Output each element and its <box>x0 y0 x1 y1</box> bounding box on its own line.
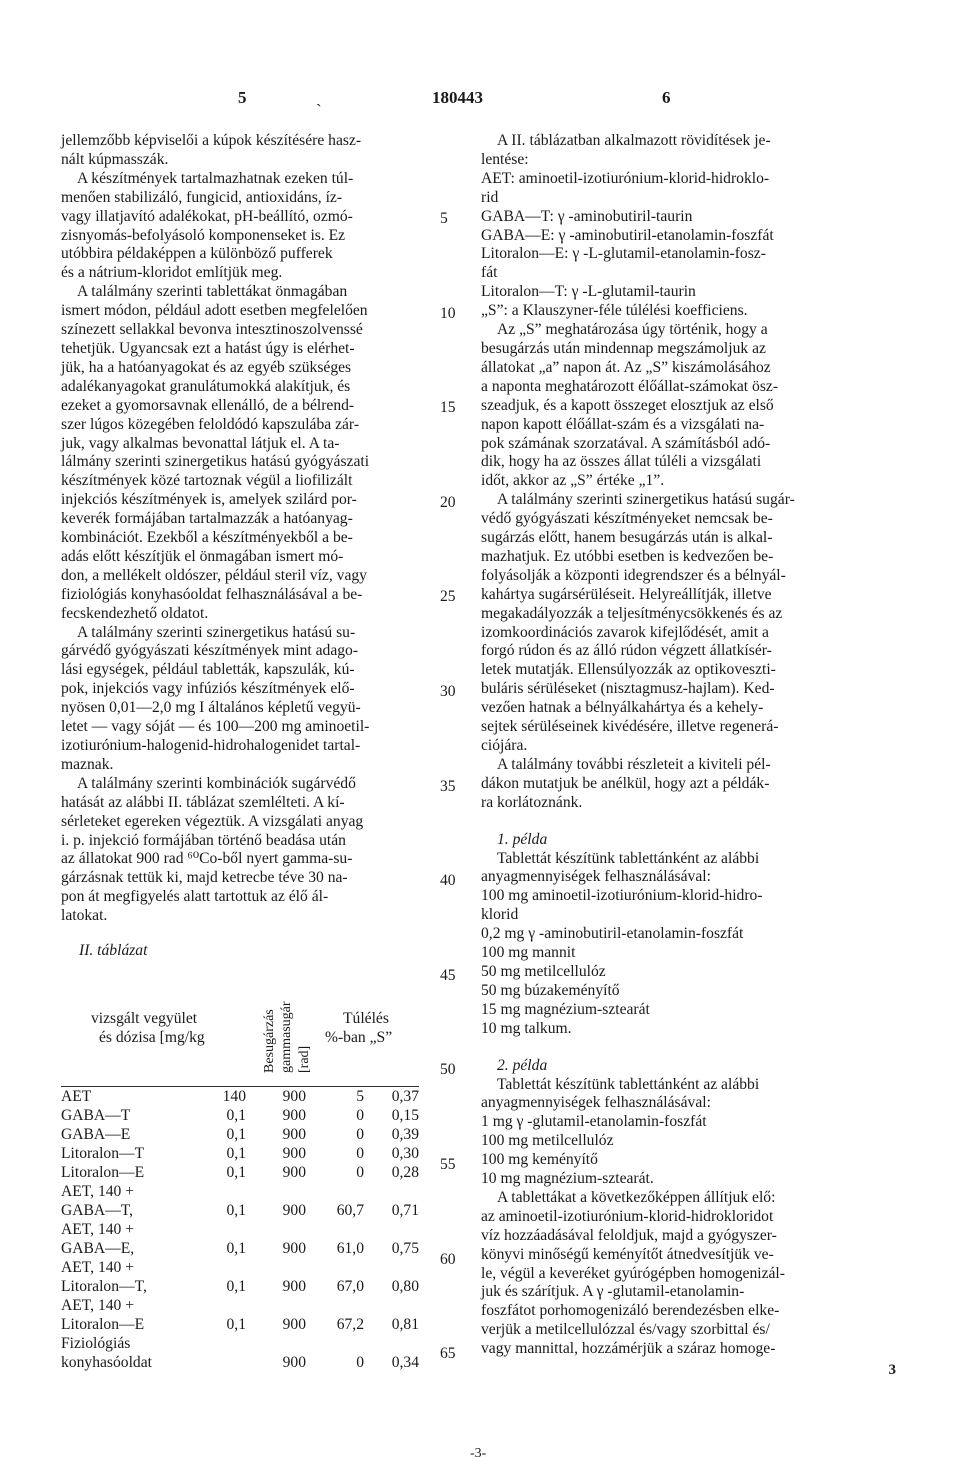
cell-dose: 0,1 <box>226 1125 246 1143</box>
effect-paragraph-line: forgó rúdon és az álló rúdon végzett állatkísér- <box>481 642 772 660</box>
compound-name: konyhasóoldat <box>61 1353 152 1371</box>
page-number: 3 <box>888 1362 896 1378</box>
line-number: 60 <box>440 1250 456 1268</box>
cell-s: 0,81 <box>391 1315 419 1333</box>
cell-s: 0,34 <box>391 1353 419 1371</box>
compound-name: AET <box>61 1087 92 1105</box>
cell-pct: 61,0 <box>336 1239 364 1257</box>
abbreviation-item: fát <box>481 264 498 282</box>
tablets-paragraph-line: fiziológiás konyhasóoldat felhasználásával a be- <box>61 585 363 603</box>
compound-name: AET, 140 + <box>61 1258 135 1276</box>
tablets-paragraph-line: színezett sellakkal bevonva intesztinoszolvenssé <box>61 321 363 339</box>
example-2-ingredient-item: 10 mg magnézium-sztearát. <box>481 1170 654 1188</box>
example-2-intro-line: anyagmennyiségek felhasználásával: <box>481 1094 711 1112</box>
left-column <box>61 132 453 1372</box>
effect-paragraph-line: izomkoordinációs zavarok kifejlődését, amit a <box>481 623 769 641</box>
example-1-ingredient-item: 0,2 mg γ -aminobutiril-etanolamin-foszfát <box>481 925 744 943</box>
table-header <box>61 961 453 1086</box>
table-row <box>61 1106 419 1125</box>
cell-rad: 900 <box>282 1087 306 1105</box>
effect-paragraph-line: folyásolják a központi idegrendszer és a bélnyál- <box>481 566 786 584</box>
header-mark: ˎ <box>316 88 322 107</box>
line-number: 25 <box>440 588 456 606</box>
cell-rad: 900 <box>282 1201 306 1219</box>
example-1-ingredient-item: 15 mg magnézium-sztearát <box>481 1000 650 1018</box>
example-1-ingredient-item: 50 mg búzakeményítő <box>481 981 620 999</box>
abbreviation-item: Litoralon—T: γ -L-glutamil-taurin <box>481 283 696 301</box>
compound-name: Litoralon—T <box>61 1144 145 1162</box>
table-header-survival: Túlélés %-ban „S” <box>325 1009 393 1046</box>
abbreviation-item: GABA—E: γ -aminobutiril-etanolamin-foszfát <box>481 226 774 244</box>
cell-pct: 67,0 <box>336 1277 364 1295</box>
compound-name: GABA—T <box>61 1106 131 1124</box>
intro-line: nált kúpmasszák. <box>61 150 169 168</box>
tablets-paragraph-line: kombinációt. Ezekből a készítményekből a be- <box>61 529 353 547</box>
line-number: 5 <box>440 210 448 227</box>
experiment-paragraph-line: pon át megfigyelés alatt tartottuk az élő ál- <box>61 888 329 906</box>
effect-paragraph-line: A találmány szerinti szinergetikus hatású sugár- <box>497 491 795 509</box>
example-1-ingredient-item: 100 mg mannit <box>481 944 576 962</box>
effect-paragraph-line: buláris sérüléseket (nisztagmusz-hajlam). Ked- <box>481 680 775 698</box>
table-header-gamma: gammasugár <box>279 1001 294 1073</box>
s-definition-line: időt, akkor az „S” értéke „1”. <box>481 472 665 490</box>
cell-rad: 900 <box>282 1353 306 1371</box>
additives-paragraph-line: és a nátrium-kloridot említjük meg. <box>61 264 283 282</box>
effect-paragraph-line: letek mutatják. Ellensúlyozzák az optikoveszti- <box>481 661 776 679</box>
preparation-paragraph-line: verjük a metilcellulózzal és/vagy szorbittal és/ <box>481 1321 770 1339</box>
cell-s: 0,37 <box>391 1087 419 1105</box>
line-number: 20 <box>440 493 456 511</box>
abbreviations-intro-line: lentése: <box>481 150 529 168</box>
compound-name: Litoralon—T, <box>61 1277 147 1295</box>
right-column <box>481 132 893 1359</box>
cell-s: 0,80 <box>391 1277 419 1295</box>
compound-name: AET, 140 + <box>61 1296 135 1314</box>
tablets-paragraph-line: szer lúgos közegében feloldódó kapszulába zár- <box>61 415 360 433</box>
dosage-paragraph-line: maznak. <box>61 755 114 773</box>
cell-pct: 60,7 <box>336 1201 364 1219</box>
s-definition-line: szeadjuk, és a kapott összeget elosztjuk az első <box>481 396 774 414</box>
line-number: 40 <box>440 872 456 890</box>
table-title: II. táblázat <box>79 942 148 960</box>
cell-dose: 0,1 <box>226 1163 246 1181</box>
example-1-ingredient-item: 100 mg aminoetil-izotiurónium-klorid-hidro- <box>481 887 763 905</box>
example-2-ingredient-item: 1 mg γ -glutamil-etanolamin-foszfát <box>481 1113 707 1131</box>
tablets-paragraph-line: juk, vagy alkalmas bevonattal látjuk el. A ta- <box>61 434 340 452</box>
experiment-paragraph-line: A találmány szerinti kombinációk sugárvédő <box>77 774 356 792</box>
example-2-title: 2. példa <box>497 1056 548 1074</box>
compound-name: GABA—E <box>61 1125 131 1143</box>
tablets-paragraph-line: adás előtt készítjük el önmagában ismert mó- <box>61 547 344 565</box>
cell-dose: 0,1 <box>226 1315 246 1333</box>
cell-rad: 900 <box>282 1125 306 1143</box>
details-paragraph-line: ra korlátoznánk. <box>481 793 583 811</box>
effect-paragraph-line: kahártya sugársérüléseit. Helyreállítják, illetve <box>481 585 772 603</box>
experiment-paragraph-line: i. p. injekció formájában történő beadása után <box>61 831 346 849</box>
effect-paragraph-line: mazhatjuk. Ez utóbbi esetben is kedvezően be- <box>481 547 774 565</box>
abbreviations-intro-line: A II. táblázatban alkalmazott rövidítések je- <box>497 132 771 149</box>
additives-paragraph-line: menően stabilizáló, fungicid, antioxidáns, íz- <box>61 188 343 206</box>
example-2-ingredient-item: 100 mg keményítő <box>481 1151 598 1169</box>
details-paragraph-line: A találmány további részleteit a kiviteli pél- <box>497 755 771 773</box>
cell-rad: 900 <box>282 1163 306 1181</box>
preparation-paragraph-line: könyvi minőségű keményítőt átnedvesítjük ve- <box>481 1245 774 1263</box>
dosage-paragraph-line: izotiurónium-halogenid-hidrohalogenidet tartal- <box>61 737 361 754</box>
example-1-ingredient-item: 10 mg talkum. <box>481 1019 572 1037</box>
dosage-paragraph-line: nyösen 0,01—2,0 mg I általános képletű vegyü- <box>61 699 361 717</box>
table-row <box>61 1258 419 1296</box>
preparation-paragraph-line: foszfátot porhomogenizáló berendezésben elke- <box>481 1302 780 1320</box>
tablets-paragraph-line: készítmények közé tartoznak végül a liofilizált <box>61 472 353 490</box>
s-definition-line: pok számának szorzatával. A számításból adó- <box>481 434 771 452</box>
tablets-paragraph-line: keverék formájában tartalmazzák a hatóanyag- <box>61 510 353 528</box>
table-row <box>61 1163 419 1182</box>
preparation-paragraph-line: juk és szárítjuk. A γ -glutamil-etanolamin- <box>481 1283 745 1301</box>
table-row <box>61 1182 419 1220</box>
cell-dose <box>201 1334 246 1372</box>
compound-name: Litoralon—E <box>61 1163 145 1181</box>
cell-s: 0,75 <box>391 1239 419 1257</box>
cell-dose: 0,1 <box>226 1277 246 1295</box>
cell-dose: 0,1 <box>226 1239 246 1257</box>
additives-paragraph-line: zisnyomás-befolyásoló komponenseket is. Ez <box>61 226 346 244</box>
tablets-paragraph-line: ismert módon, például adott esetben megfelelően <box>61 302 368 320</box>
cell-rad: 900 <box>282 1144 306 1162</box>
page-footer: -3- <box>470 1446 487 1461</box>
effect-paragraph-line: védő gyógyászati készítményeket nemcsak be- <box>481 510 773 528</box>
abbreviation-item: „S”: a Klauszyner-féle túlélési koefficiens. <box>481 302 748 320</box>
intro-line: jellemzőbb képviselői a kúpok készítésére hasz- <box>61 132 362 149</box>
cell-pct: 0 <box>356 1144 364 1162</box>
table-header-compound: vizsgált vegyület és dózisa [mg/kg <box>91 1009 205 1046</box>
experiment-paragraph-line: sérleteket egereken végeztük. A vizsgálati anyag <box>61 812 364 830</box>
cell-dose: 140 <box>222 1087 246 1105</box>
compound-name: AET, 140 + <box>61 1220 135 1238</box>
cell-dose: 0,1 <box>226 1201 246 1219</box>
experiment-paragraph-line: gárzásnak tettük ki, majd ketrecbe téve 30 na- <box>61 869 348 887</box>
cell-rad: 900 <box>282 1239 306 1257</box>
cell-s: 0,15 <box>391 1106 419 1124</box>
example-2-ingredient-item: 100 mg metilcellulóz <box>481 1132 614 1150</box>
abbreviation-item: AET: aminoetil-izotiurónium-klorid-hidroklo- <box>481 169 770 187</box>
effect-paragraph-line: vezően hatnak a bélnyálkahártya és a kehely- <box>481 699 764 717</box>
cell-pct: 67,2 <box>336 1315 364 1333</box>
s-definition-line: állatokat „a” napon át. Az „S” kiszámolásához <box>481 358 771 376</box>
cell-rad: 900 <box>282 1315 306 1333</box>
cell-s: 0,28 <box>391 1163 419 1181</box>
table-row <box>61 1144 419 1163</box>
cell-pct: 5 <box>356 1087 364 1105</box>
right-page-number: 6 <box>662 88 671 107</box>
abbreviation-item: rid <box>481 188 499 206</box>
line-number: 45 <box>440 966 456 984</box>
tablets-paragraph-line: fecskendezhető oldatot. <box>61 604 209 622</box>
example-1-title: 1. példa <box>497 830 548 848</box>
tablets-paragraph-line: jük, ha a hatóanyagokat és az egyéb szükséges <box>61 358 352 376</box>
cell-s: 0,39 <box>391 1125 419 1143</box>
cell-dose: 0,1 <box>226 1144 246 1162</box>
compound-name: AET, 140 + <box>61 1182 135 1200</box>
s-definition-line: napon kapott élőállat-szám és a vizsgálati na- <box>481 415 765 433</box>
effect-paragraph-line: sugárzás előtt, hanem besugárzás után is alkal- <box>481 529 773 547</box>
cell-s: 0,71 <box>391 1201 419 1219</box>
experiment-paragraph-line: az állatokat 900 rad ⁶⁰Co-ből nyert gamma-su- <box>61 850 353 868</box>
tablets-paragraph-line: A találmány szerinti tablettákat önmagában <box>77 283 348 301</box>
compound-name: GABA—T, <box>61 1201 134 1219</box>
tablets-paragraph-line: ezeket a gyomorsavnak ellenálló, de a bélrend- <box>61 396 355 414</box>
experiment-paragraph-line: hatását az alábbi II. táblázat szemlélteti. A kí- <box>61 793 345 811</box>
table-header-irradiation: Besugárzás <box>262 1009 277 1073</box>
cell-s: 0,30 <box>391 1144 419 1162</box>
example-1-ingredient-item: klorid <box>481 906 519 924</box>
abbreviation-item: Litoralon—E: γ -L-glutamil-etanolamin-fosz- <box>481 245 766 263</box>
line-number: 65 <box>440 1345 456 1363</box>
tablets-paragraph-line: lálmány szerinti szinergetikus hatású gyógyászati <box>61 453 370 471</box>
s-definition-line: Az „S” meghatározása úgy történik, hogy a <box>497 321 768 339</box>
compound-name: Litoralon—E <box>61 1315 145 1333</box>
line-number: 35 <box>440 777 456 795</box>
example-1-intro-line: Tablettát készítünk tablettánként az alábbi <box>497 849 760 867</box>
s-definition-line: a naponta meghatározott élőállat-számokat ösz- <box>481 377 779 395</box>
left-page-number: 5 <box>238 88 247 107</box>
preparation-paragraph-line: A tablettákat a következőképpen állítjuk elő: <box>497 1188 776 1206</box>
table-row <box>61 1220 419 1258</box>
s-definition-line: besugárzás után mindennap megszámoljuk az <box>481 339 766 357</box>
dosage-paragraph-line: A találmány szerinti szinergetikus hatású su- <box>77 623 356 641</box>
tablets-paragraph-line: injekciós készítmények is, amelyek szilárd por- <box>61 491 357 509</box>
compound-name: GABA—E, <box>61 1239 135 1257</box>
tablets-paragraph-line: don, a mellékelt oldószer, például steril víz, vagy <box>61 566 367 584</box>
example-2-intro-line: Tablettát készítünk tablettánként az alábbi <box>497 1075 760 1093</box>
abbreviation-item: GABA—T: γ -aminobutiril-taurin <box>481 207 693 225</box>
effect-paragraph-line: megakadályozzák a teljesítménycsökkenés és az <box>481 604 783 622</box>
table-row <box>61 1296 419 1334</box>
example-1-intro-line: anyagmennyiségek felhasználásával: <box>481 868 711 886</box>
table-row <box>61 1334 419 1372</box>
details-paragraph-line: dákon mutatjuk be anélkül, hogy azt a példák- <box>481 774 770 792</box>
line-number: 10 <box>440 304 456 322</box>
cell-rad: 900 <box>282 1106 306 1124</box>
dosage-paragraph-line: pok, injekciós vagy infúziós készítmények elő- <box>61 680 355 698</box>
line-number: 50 <box>440 1061 456 1079</box>
preparation-paragraph-line: víz hozzáadásával feloldjuk, majd a gyógyszer- <box>481 1226 777 1244</box>
cell-pct: 0 <box>356 1125 364 1143</box>
tablets-paragraph-line: tehetjük. Ugyancsak ezt a hatást úgy is elérhet- <box>61 339 355 357</box>
compound-name: Fiziológiás <box>61 1334 131 1352</box>
example-1-ingredient-item: 50 mg metilcellulóz <box>481 962 606 980</box>
cell-dose: 0,1 <box>226 1106 246 1124</box>
effect-paragraph-line: sejtek sérüléseinek kivédésére, illetve regenerá- <box>481 718 779 736</box>
dosage-paragraph-line: lási egységek, például tabletták, kapszulák, kú- <box>61 661 355 679</box>
dosage-paragraph-line: gárvédő gyógyászati készítmények mint adago- <box>61 642 359 660</box>
experiment-paragraph-line: latokat. <box>61 907 108 925</box>
cell-pct: 0 <box>356 1353 364 1371</box>
additives-paragraph-line: A készítmények tartalmazhatnak ezeken túl- <box>77 169 354 187</box>
additives-paragraph-line: vagy illatjavító adalékokat, pH-beállító, ozmó- <box>61 207 353 225</box>
line-number: 55 <box>440 1156 456 1173</box>
preparation-paragraph-line: le, végül a keveréket gyúrógépben homogenizál- <box>481 1264 785 1282</box>
line-number: 15 <box>440 399 456 417</box>
table-row <box>61 1086 419 1106</box>
cell-pct: 0 <box>356 1106 364 1124</box>
survival-table <box>61 1086 419 1372</box>
effect-paragraph-line: ciójára. <box>481 737 528 754</box>
preparation-paragraph-line: vagy mannittal, hozzámérjük a száraz homoge- <box>481 1340 776 1358</box>
cell-rad: 900 <box>282 1277 306 1295</box>
s-definition-line: dik, hogy ha az összes állat túléli a vizsgálati <box>481 453 762 471</box>
tablets-paragraph-line: adalékanyagokat granulátumokká alakítjuk, és <box>61 377 351 395</box>
preparation-paragraph-line: az aminoetil-izotiurónium-klorid-hidrokloridot <box>481 1207 774 1225</box>
line-number: 30 <box>440 683 456 700</box>
cell-pct: 0 <box>356 1163 364 1181</box>
patent-number: 180443 <box>432 88 483 107</box>
dosage-paragraph-line: letet — vagy sóját — és 100—200 mg aminoetil- <box>61 718 370 736</box>
table-row <box>61 1125 419 1144</box>
additives-paragraph-line: utóbbira példaképpen a különböző pufferek <box>61 245 333 263</box>
table-header-rad: [rad] <box>297 1045 312 1073</box>
